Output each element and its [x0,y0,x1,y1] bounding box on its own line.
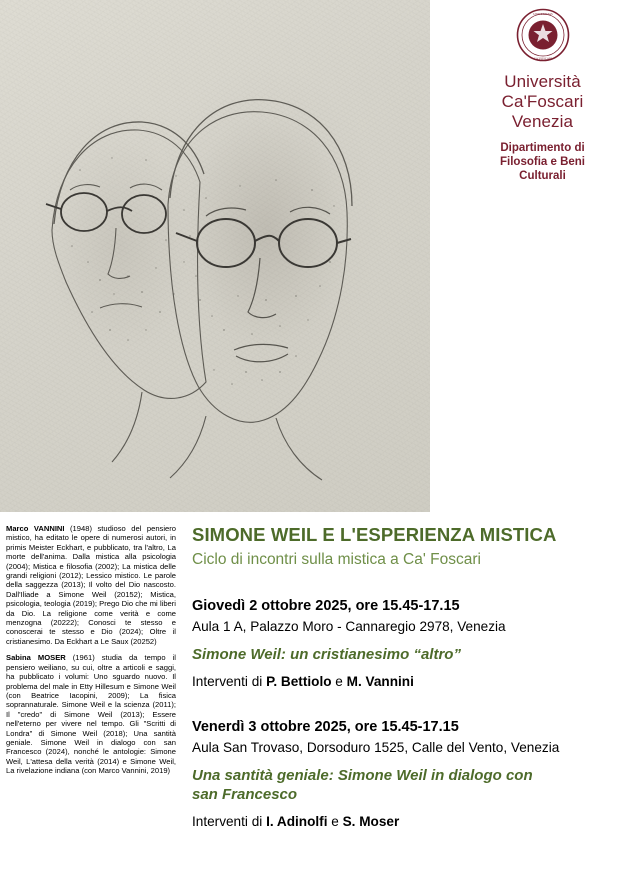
page-subtitle: Ciclo di incontri sulla mistica a Ca' Foscari [192,551,481,568]
event-1-datetime: Giovedì 2 ottobre 2025, ore 15.45-17.15 [192,598,460,614]
artwork-image [0,0,430,512]
event-2-speaker-2: S. Moser [342,814,400,829]
event-1-location: Aula 1 A, Palazzo Moro - Cannaregio 2978, Venezia [192,619,506,634]
bio-vannini [6,524,176,646]
bio-vannini-text: (1948) studioso del pensiero mistico, ha editato le opere di numerosi autori, in primis Meister Eckhart, e pubblicato, tra l'altro, La morte dell'anima. Dalla mistica alla psicologia (2004); Mistica e filosofia (2002); La mistica delle grandi religioni (2012); Lessico mistico. Le parole della saggezza (2013); Il volto del Dio nascosto. Dall'Iliade a Simone Weil (20152); Mistica, psicologia, teologia (2019); Prego Dio che mi liberi da Dio. La religione come verità e come menzogna (20222); Conosci te stesso e conoscerai te stesso e Dio (2024); Oltre il cristianesimo. Da Eckhart a Le Saux (20252) [6,524,177,646]
event-1-talk-title: Simone Weil: un cristianesimo “altro” [192,646,461,663]
event-2-talk-title-line1: Una santità geniale: Simone Weil in dialogo con [192,767,533,784]
event-1-speakers [192,673,636,690]
page-title: SIMONE WEIL E L'ESPERIENZA MISTICA [192,524,557,545]
brand-name-line2: Ca'Foscari [501,92,584,111]
event-1-speaker-2: M. Vannini [346,674,414,689]
event-1-speaker-1: P. Bettiolo [266,674,332,689]
ca-foscari-seal-icon [516,8,570,62]
bio-moser-name: Sabina MOSER [6,653,66,663]
university-brand [455,8,630,183]
two-faces-drawing-icon [0,0,430,512]
bio-moser-text: (1961) studia da tempo il pensiero weiliano, su cui, oltre a articoli e saggi, ha pubblicato i volumi: Uno sguardo nuovo. Il problema del male in Etty Hillesum e Simone Weil (con Beatrice Iacopini, 2009); La fisica soprannaturale. Simone Weil e la scienza (2011); Il "credo" di Simone Weil (2013); Essere nell'eterno per vivere nel tempo. Gli "Scritti di Londra" di Simone Weil (2018); Una santità geniale. Simone Weil in dialogo con san Francesco (2024), nonché le antologie: Simone Weil, L'attesa della verità (2014) e Simone Weil, La rivelazione indiana (con Marco Vannini, 2019) [6,653,176,776]
event-2-location: Aula San Trovaso, Dorsoduro 1525, Calle del Vento, Venezia [192,740,560,755]
event-1 [192,597,636,690]
brand-name-line1: Università [504,72,581,91]
svg-text:CA' FOSCARI: CA' FOSCARI [533,56,552,61]
bio-vannini-name: Marco VANNINI [6,524,65,533]
event-2-speakers [192,813,636,830]
event-content [192,524,636,830]
svg-text:UNIVERSITAS: UNIVERSITAS [532,12,553,16]
event-2-speakers-prefix: Interventi di [192,814,267,829]
brand-department-line3: Culturali [519,170,566,182]
brand-department-line1: Dipartimento di [500,142,585,154]
event-2 [192,718,636,830]
event-1-speakers-prefix: Interventi di [192,674,267,689]
speaker-biographies [6,524,176,783]
event-2-talk-title [192,766,636,804]
brand-name-line3: Venezia [511,112,574,131]
event-2-speaker-1: I. Adinolfi [266,814,328,829]
event-2-talk-title-line2: san Francesco [192,786,298,803]
bio-moser [6,653,176,775]
brand-department-line2: Filosofia e Beni [500,156,585,168]
event-2-datetime: Venerdì 3 ottobre 2025, ore 15.45-17.15 [192,719,459,735]
event-2-speakers-conj: e [327,814,343,829]
event-1-speakers-conj: e [331,674,347,689]
